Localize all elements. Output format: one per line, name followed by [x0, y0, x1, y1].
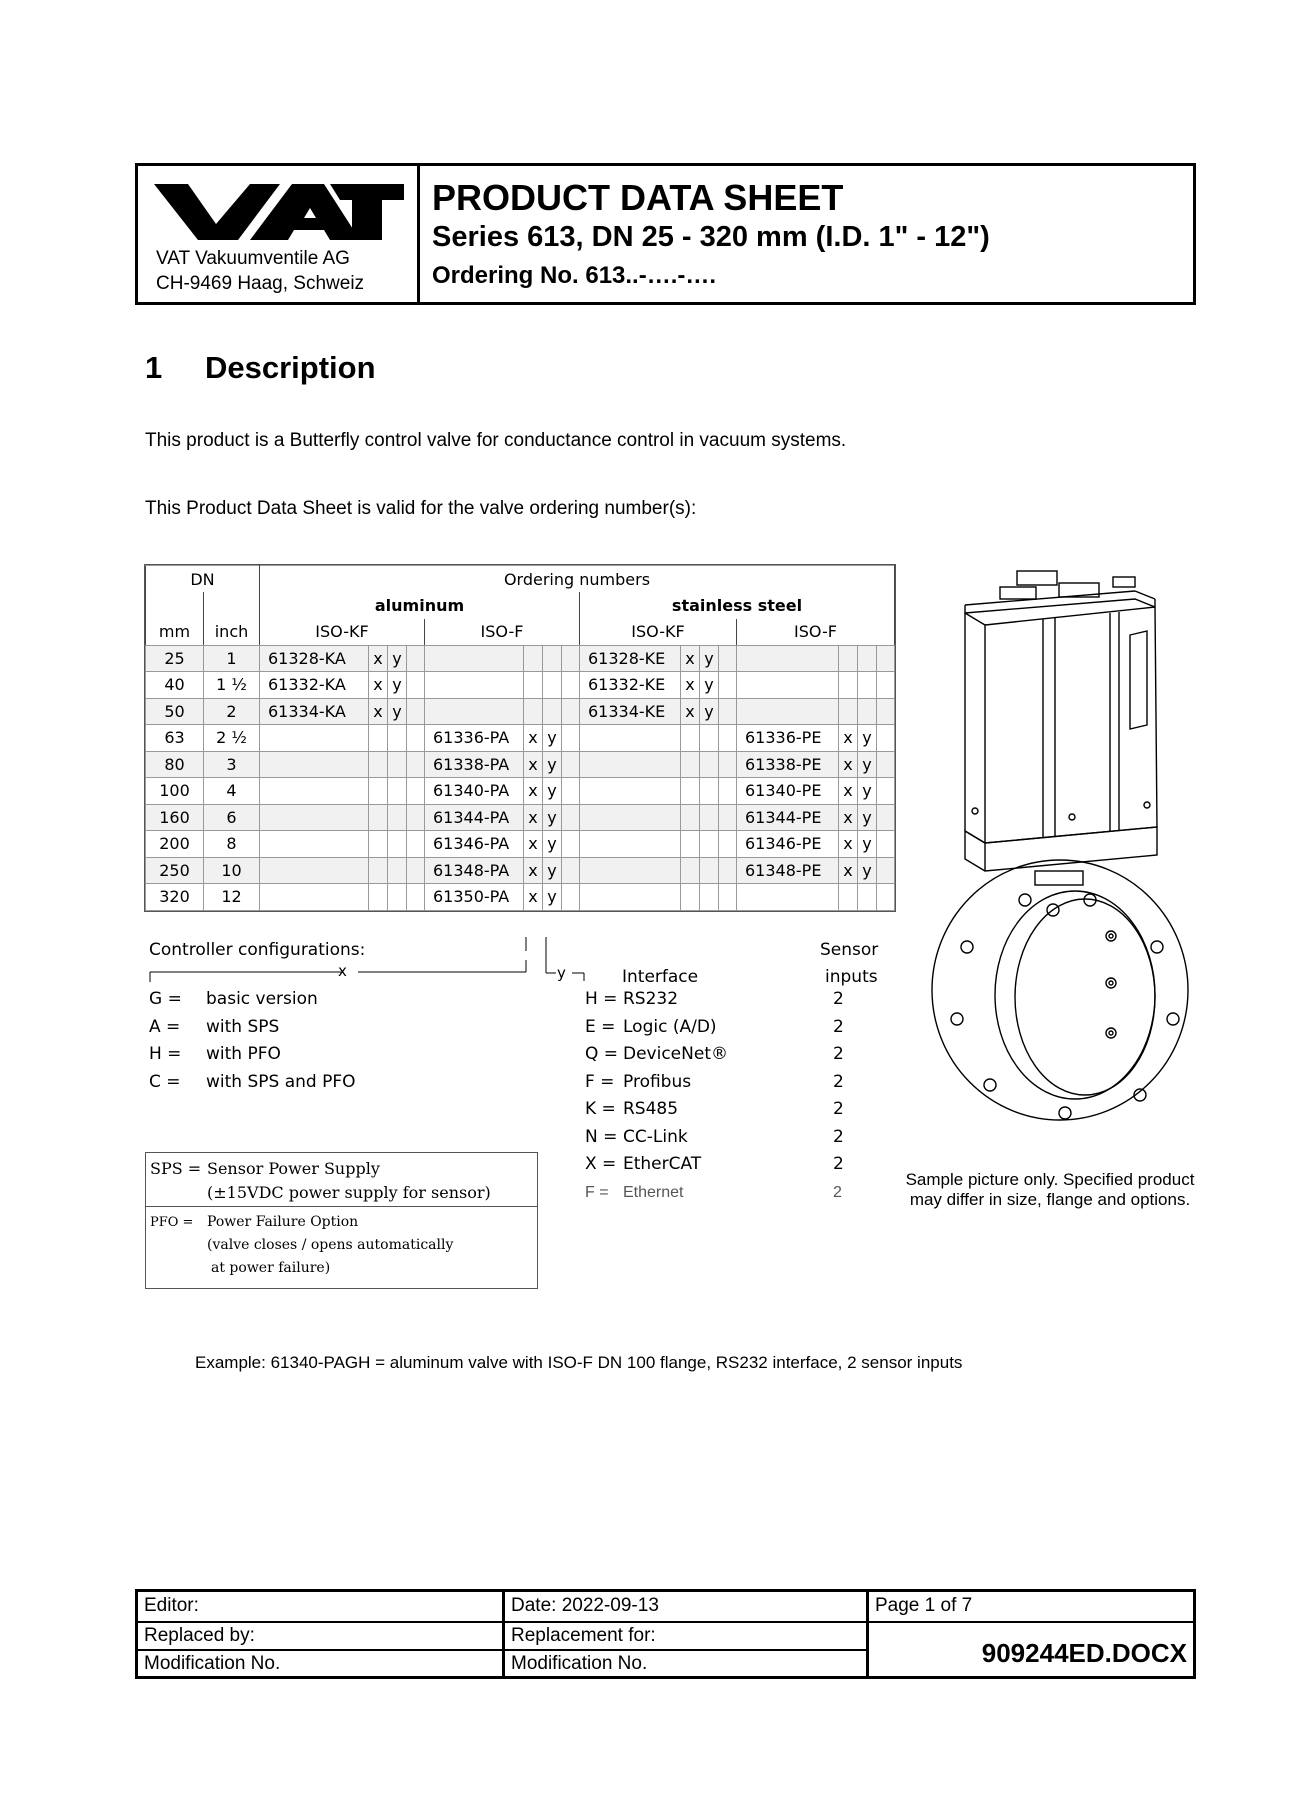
stainless-isof-x-cell: x	[839, 778, 858, 805]
aluminum-isof-y-cell: y	[543, 778, 562, 805]
aluminum-isokf-code-cell	[260, 751, 369, 778]
section-number: 1	[145, 350, 163, 385]
stainless-isokf-x-cell	[681, 751, 700, 778]
sensor-inputs-count: 2	[833, 989, 844, 1009]
stainless-isokf-spacer-cell	[719, 804, 737, 831]
stainless-isokf-x-cell: x	[681, 698, 700, 725]
y-config-text: EtherCAT	[623, 1154, 702, 1174]
dn-inch-cell: 6	[204, 804, 260, 831]
dn-inch-cell: 8	[204, 831, 260, 858]
aluminum-isokf-y-cell: y	[388, 698, 407, 725]
sps-code: SPS =	[150, 1159, 202, 1178]
dn-inch-cell: 2 ½	[204, 725, 260, 752]
stainless-isokf-x-cell	[681, 804, 700, 831]
stainless-isof-spacer-cell	[877, 804, 895, 831]
aluminum-isokf-x-cell: x	[369, 645, 388, 672]
aluminum-isokf-spacer-cell	[407, 725, 425, 752]
aluminum-isokf-code-cell	[260, 884, 369, 911]
stainless-isokf-code-cell: 61334-KE	[580, 698, 681, 725]
x-config-list	[149, 986, 356, 1096]
dn-inch-cell: 12	[204, 884, 260, 911]
title-cell	[432, 178, 1185, 296]
dn-mm-cell: 40	[146, 672, 204, 699]
controller-config-title: Controller configurations:	[149, 940, 366, 960]
ordering-table-body	[146, 645, 895, 910]
date-field: Date: 2022-09-13	[511, 1595, 659, 1616]
x-config-text: basic version	[206, 989, 318, 1009]
aluminum-isof-x-cell: x	[524, 831, 543, 858]
sps-legend	[146, 1153, 537, 1207]
stainless-isokf-code-cell	[580, 804, 681, 831]
stainless-isof-y-cell: y	[858, 804, 877, 831]
sps-detail: (±15VDC power supply for sensor)	[207, 1183, 491, 1202]
sensor-header: Sensor	[820, 940, 879, 960]
aluminum-isof-code-cell	[425, 645, 524, 672]
y-config-text: Profibus	[623, 1071, 692, 1092]
stainless-isof-y-cell	[858, 698, 877, 725]
sensor-inputs-count: 2	[833, 1183, 842, 1201]
company-name: VAT Vakuumventile AG	[156, 248, 350, 269]
y-config-code: E =	[585, 1016, 616, 1037]
aluminum-isof-spacer-cell	[562, 698, 580, 725]
ss-isokf-header: ISO-KF	[580, 619, 737, 646]
pfo-code: PFO =	[150, 1215, 194, 1230]
aluminum-isof-x-cell: x	[524, 857, 543, 884]
pfo-text: Power Failure Option	[207, 1214, 359, 1230]
stainless-isof-code-cell: 61348-PE	[737, 857, 839, 884]
aluminum-isokf-spacer-cell	[407, 672, 425, 699]
stainless-isokf-y-cell	[700, 804, 719, 831]
ordering-table	[145, 565, 895, 911]
x-config-text: with PFO	[206, 1044, 281, 1064]
aluminum-isokf-y-cell	[388, 725, 407, 752]
stainless-isokf-spacer-cell	[719, 725, 737, 752]
editor-field: Editor:	[144, 1595, 199, 1616]
stainless-isokf-y-cell	[700, 725, 719, 752]
y-config-code: F =	[585, 1071, 615, 1092]
stainless-isokf-x-cell	[681, 725, 700, 752]
stainless-isokf-x-cell	[681, 778, 700, 805]
aluminum-isokf-spacer-cell	[407, 751, 425, 778]
y-label: y	[557, 964, 566, 982]
stainless-isof-x-cell: x	[839, 725, 858, 752]
aluminum-isof-x-cell	[524, 645, 543, 672]
y-config-code: N =	[585, 1126, 618, 1147]
y-config-text: Ethernet	[623, 1183, 684, 1201]
table-row	[146, 831, 895, 858]
stainless-isof-y-cell: y	[858, 751, 877, 778]
document-header	[135, 163, 1196, 305]
aluminum-isof-spacer-cell	[562, 672, 580, 699]
pfo-detail-1: (valve closes / opens automatically	[207, 1237, 454, 1253]
pfo-legend	[146, 1207, 537, 1284]
sensor-inputs-count: 2	[833, 1099, 844, 1119]
inch-header: inch	[204, 619, 260, 646]
table-row	[146, 778, 895, 805]
sensor-inputs-count: 2	[833, 1044, 844, 1064]
aluminum-isof-spacer-cell	[562, 751, 580, 778]
aluminum-isokf-spacer-cell	[407, 645, 425, 672]
al-isof-header: ISO-F	[425, 619, 580, 646]
aluminum-isokf-code-cell	[260, 831, 369, 858]
x-label: x	[338, 962, 347, 980]
y-config-item	[585, 1041, 850, 1069]
aluminum-isof-code-cell	[425, 672, 524, 699]
stainless-isokf-y-cell	[700, 884, 719, 911]
aluminum-isof-x-cell: x	[524, 884, 543, 911]
aluminum-isokf-y-cell	[388, 884, 407, 911]
sps-text: Sensor Power Supply	[207, 1159, 380, 1178]
aluminum-isof-y-cell	[543, 645, 562, 672]
replaced-by-field: Replaced by:	[144, 1625, 255, 1646]
section-heading	[145, 350, 376, 386]
dn-inch-cell: 3	[204, 751, 260, 778]
y-config-item	[585, 1014, 850, 1042]
aluminum-isokf-x-cell	[369, 831, 388, 858]
table-row	[146, 645, 895, 672]
dn-header: DN	[146, 566, 260, 593]
aluminum-isokf-x-cell: x	[369, 698, 388, 725]
dn-inch-cell: 2	[204, 698, 260, 725]
stainless-isof-x-cell: x	[839, 751, 858, 778]
stainless-isof-x-cell: x	[839, 804, 858, 831]
x-config-code: H =	[149, 1044, 182, 1064]
stainless-isokf-spacer-cell	[719, 857, 737, 884]
x-config-item	[149, 1041, 356, 1069]
dn-inch-cell: 1	[204, 645, 260, 672]
y-config-code: H =	[585, 989, 618, 1009]
stainless-isokf-x-cell: x	[681, 672, 700, 699]
company-address	[156, 246, 364, 296]
aluminum-isokf-spacer-cell	[407, 698, 425, 725]
aluminum-isof-x-cell: x	[524, 804, 543, 831]
aluminum-isokf-spacer-cell	[407, 884, 425, 911]
stainless-isokf-x-cell: x	[681, 645, 700, 672]
stainless-isof-y-cell: y	[858, 831, 877, 858]
stainless-isokf-x-cell	[681, 831, 700, 858]
sensor-inputs-count: 2	[833, 1126, 844, 1147]
stainless-isof-code-cell: 61344-PE	[737, 804, 839, 831]
y-config-item	[585, 986, 850, 1014]
aluminum-isof-code-cell: 61350-PA	[425, 884, 524, 911]
aluminum-isof-spacer-cell	[562, 831, 580, 858]
stainless-header: stainless steel	[580, 592, 895, 619]
stainless-isof-spacer-cell	[877, 698, 895, 725]
stainless-isof-code-cell: 61338-PE	[737, 751, 839, 778]
aluminum-isof-spacer-cell	[562, 725, 580, 752]
dn-inch-cell: 1 ½	[204, 672, 260, 699]
aluminum-isof-y-cell: y	[543, 804, 562, 831]
aluminum-isokf-y-cell: y	[388, 645, 407, 672]
aluminum-isokf-y-cell	[388, 831, 407, 858]
pfo-detail-2: at power failure)	[211, 1260, 331, 1276]
aluminum-isof-x-cell	[524, 672, 543, 699]
dn-mm-cell: 100	[146, 778, 204, 805]
aluminum-isof-x-cell: x	[524, 725, 543, 752]
stainless-isof-spacer-cell	[877, 751, 895, 778]
stainless-isof-spacer-cell	[877, 672, 895, 699]
aluminum-header: aluminum	[260, 592, 580, 619]
aluminum-isokf-y-cell	[388, 804, 407, 831]
stainless-isof-x-cell: x	[839, 857, 858, 884]
aluminum-isof-x-cell: x	[524, 778, 543, 805]
stainless-isokf-y-cell	[700, 857, 719, 884]
stainless-isokf-y-cell: y	[700, 672, 719, 699]
table-row	[146, 725, 895, 752]
y-config-text: RS232	[623, 989, 679, 1009]
sensor-inputs-count: 2	[833, 1016, 844, 1037]
stainless-isof-code-cell	[737, 672, 839, 699]
table-row	[146, 751, 895, 778]
aluminum-isof-spacer-cell	[562, 778, 580, 805]
table-row	[146, 857, 895, 884]
aluminum-isokf-x-cell	[369, 884, 388, 911]
stainless-isof-x-cell	[839, 884, 858, 911]
aluminum-isokf-x-cell	[369, 778, 388, 805]
y-config-text: RS485	[623, 1099, 679, 1119]
aluminum-isokf-code-cell	[260, 778, 369, 805]
aluminum-isokf-code-cell: 61334-KA	[260, 698, 369, 725]
y-config-item	[585, 1096, 850, 1124]
aluminum-isokf-code-cell: 61328-KA	[260, 645, 369, 672]
aluminum-isof-y-cell: y	[543, 831, 562, 858]
stainless-isokf-y-cell	[700, 751, 719, 778]
doc-title: PRODUCT DATA SHEET	[432, 177, 844, 218]
vat-logo	[154, 180, 404, 242]
stainless-isof-x-cell	[839, 645, 858, 672]
stainless-isokf-x-cell	[681, 857, 700, 884]
stainless-isof-x-cell: x	[839, 831, 858, 858]
aluminum-isof-code-cell: 61336-PA	[425, 725, 524, 752]
dn-inch-cell: 4	[204, 778, 260, 805]
stainless-isof-spacer-cell	[877, 857, 895, 884]
stainless-isokf-code-cell: 61332-KE	[580, 672, 681, 699]
stainless-isokf-spacer-cell	[719, 778, 737, 805]
aluminum-isof-y-cell: y	[543, 751, 562, 778]
stainless-isokf-x-cell	[681, 884, 700, 911]
stainless-isof-y-cell	[858, 884, 877, 911]
stainless-isof-code-cell: 61340-PE	[737, 778, 839, 805]
ordering-number: Ordering No. 613..-….-….	[432, 262, 717, 289]
aluminum-isof-spacer-cell	[562, 804, 580, 831]
aluminum-isof-spacer-cell	[562, 884, 580, 911]
dn-mm-cell: 200	[146, 831, 204, 858]
aluminum-isof-spacer-cell	[562, 645, 580, 672]
aluminum-isof-code-cell: 61340-PA	[425, 778, 524, 805]
stainless-isof-spacer-cell	[877, 725, 895, 752]
y-config-text: DeviceNet®	[623, 1044, 728, 1064]
dn-mm-cell: 250	[146, 857, 204, 884]
aluminum-isof-y-cell	[543, 672, 562, 699]
stainless-isokf-y-cell	[700, 778, 719, 805]
aluminum-isokf-code-cell	[260, 725, 369, 752]
stainless-isokf-spacer-cell	[719, 698, 737, 725]
stainless-isokf-spacer-cell	[719, 884, 737, 911]
x-config-code: A =	[149, 1016, 181, 1037]
stainless-isof-spacer-cell	[877, 778, 895, 805]
aluminum-isokf-x-cell: x	[369, 672, 388, 699]
modification-no-field: Modification No.	[144, 1653, 281, 1674]
y-config-code: X =	[585, 1154, 617, 1174]
y-config-list	[585, 986, 850, 1206]
x-config-item	[149, 1014, 356, 1042]
aluminum-isof-code-cell	[425, 698, 524, 725]
x-config-item	[149, 986, 356, 1014]
aluminum-isof-code-cell: 61348-PA	[425, 857, 524, 884]
aluminum-isokf-x-cell	[369, 857, 388, 884]
stainless-isokf-code-cell	[580, 725, 681, 752]
y-config-item	[585, 1069, 850, 1097]
aluminum-isof-y-cell	[543, 698, 562, 725]
abbreviation-legend	[145, 1152, 538, 1289]
mm-header: mm	[146, 619, 204, 646]
aluminum-isokf-code-cell: 61332-KA	[260, 672, 369, 699]
aluminum-isof-code-cell: 61344-PA	[425, 804, 524, 831]
stainless-isof-y-cell: y	[858, 778, 877, 805]
y-config-item	[585, 1179, 850, 1207]
x-config-text: with SPS	[206, 1016, 280, 1037]
stainless-isof-code-cell	[737, 698, 839, 725]
y-config-text: CC-Link	[623, 1126, 688, 1147]
stainless-isof-code-cell	[737, 645, 839, 672]
aluminum-isokf-x-cell	[369, 751, 388, 778]
description-paragraph: This product is a Butterfly control valve for conductance control in vacuum systems.	[145, 430, 847, 451]
aluminum-isof-x-cell: x	[524, 751, 543, 778]
dn-inch-cell: 10	[204, 857, 260, 884]
stainless-isokf-code-cell: 61328-KE	[580, 645, 681, 672]
dn-mm-cell: 63	[146, 725, 204, 752]
stainless-isokf-spacer-cell	[719, 751, 737, 778]
stainless-isokf-spacer-cell	[719, 831, 737, 858]
aluminum-isokf-spacer-cell	[407, 778, 425, 805]
aluminum-isokf-y-cell	[388, 857, 407, 884]
stainless-isokf-code-cell	[580, 857, 681, 884]
section-title: Description	[205, 350, 376, 385]
ordering-numbers-header: Ordering numbers	[260, 566, 895, 593]
aluminum-isof-spacer-cell	[562, 857, 580, 884]
table-row	[146, 698, 895, 725]
ss-isof-header: ISO-F	[737, 619, 895, 646]
y-config-item	[585, 1124, 850, 1152]
stainless-isof-spacer-cell	[877, 884, 895, 911]
table-row	[146, 804, 895, 831]
dn-mm-cell: 320	[146, 884, 204, 911]
stainless-isokf-code-cell	[580, 831, 681, 858]
table-row	[146, 884, 895, 911]
example-text: Example: 61340-PAGH = aluminum valve with ISO-F DN 100 flange, RS232 interface, 2 sensor inputs	[195, 1353, 963, 1372]
aluminum-isokf-code-cell	[260, 857, 369, 884]
aluminum-isokf-y-cell: y	[388, 672, 407, 699]
x-config-code: G =	[149, 989, 182, 1009]
stainless-isokf-y-cell	[700, 831, 719, 858]
aluminum-isof-y-cell: y	[543, 725, 562, 752]
y-config-text: Logic (A/D)	[623, 1016, 717, 1037]
page-number: Page 1 of 7	[875, 1595, 973, 1616]
sensor-inputs-count: 2	[833, 1154, 844, 1174]
stainless-isof-spacer-cell	[877, 831, 895, 858]
stainless-isokf-code-cell	[580, 751, 681, 778]
stainless-isof-code-cell	[737, 884, 839, 911]
stainless-isokf-y-cell: y	[700, 698, 719, 725]
aluminum-isokf-x-cell	[369, 725, 388, 752]
replacement-for-field: Replacement for:	[511, 1625, 656, 1646]
table-row	[146, 672, 895, 699]
image-caption: Sample picture only. Specified product may differ in size, flange and options.	[905, 1170, 1195, 1209]
stainless-isof-x-cell	[839, 698, 858, 725]
stainless-isokf-code-cell	[580, 884, 681, 911]
stainless-isokf-code-cell	[580, 778, 681, 805]
aluminum-isof-y-cell: y	[543, 857, 562, 884]
aluminum-isokf-spacer-cell	[407, 831, 425, 858]
x-config-code: C =	[149, 1071, 181, 1092]
stainless-isokf-spacer-cell	[719, 645, 737, 672]
valve-illustration	[925, 565, 1195, 1150]
aluminum-isokf-y-cell	[388, 751, 407, 778]
aluminum-isof-x-cell	[524, 698, 543, 725]
aluminum-isokf-y-cell	[388, 778, 407, 805]
y-config-code: Q =	[585, 1044, 619, 1064]
y-config-code: K =	[585, 1099, 616, 1119]
validity-paragraph: This Product Data Sheet is valid for the valve ordering number(s):	[145, 498, 697, 519]
interface-header: Interface	[622, 967, 699, 987]
modification-no-field-2: Modification No.	[511, 1653, 648, 1674]
company-location: CH-9469 Haag, Schweiz	[156, 273, 365, 294]
aluminum-isokf-x-cell	[369, 804, 388, 831]
logo-cell	[138, 166, 420, 302]
dn-mm-cell: 160	[146, 804, 204, 831]
inputs-header: inputs	[825, 967, 878, 987]
y-config-item	[585, 1151, 850, 1179]
stainless-isof-x-cell	[839, 672, 858, 699]
aluminum-isof-y-cell: y	[543, 884, 562, 911]
stainless-isof-y-cell	[858, 645, 877, 672]
dn-mm-cell: 80	[146, 751, 204, 778]
stainless-isokf-y-cell: y	[700, 645, 719, 672]
stainless-isof-y-cell	[858, 672, 877, 699]
stainless-isokf-spacer-cell	[719, 672, 737, 699]
al-isokf-header: ISO-KF	[260, 619, 425, 646]
dn-mm-cell: 50	[146, 698, 204, 725]
stainless-isof-y-cell: y	[858, 725, 877, 752]
aluminum-isof-code-cell: 61346-PA	[425, 831, 524, 858]
document-footer	[135, 1589, 1196, 1679]
stainless-isof-spacer-cell	[877, 645, 895, 672]
y-config-code: F =	[585, 1183, 609, 1201]
aluminum-isof-code-cell: 61338-PA	[425, 751, 524, 778]
doc-subtitle: Series 613, DN 25 - 320 mm (I.D. 1" - 12")	[432, 221, 990, 253]
aluminum-isokf-spacer-cell	[407, 804, 425, 831]
aluminum-isokf-spacer-cell	[407, 857, 425, 884]
stainless-isof-code-cell: 61346-PE	[737, 831, 839, 858]
stainless-isof-code-cell: 61336-PE	[737, 725, 839, 752]
dn-mm-cell: 25	[146, 645, 204, 672]
x-config-text: with SPS and PFO	[206, 1071, 356, 1092]
stainless-isof-y-cell: y	[858, 857, 877, 884]
sensor-inputs-count: 2	[833, 1071, 844, 1092]
aluminum-isokf-code-cell	[260, 804, 369, 831]
document-code: 909244ED.DOCX	[981, 1638, 1187, 1668]
x-config-item	[149, 1069, 356, 1097]
